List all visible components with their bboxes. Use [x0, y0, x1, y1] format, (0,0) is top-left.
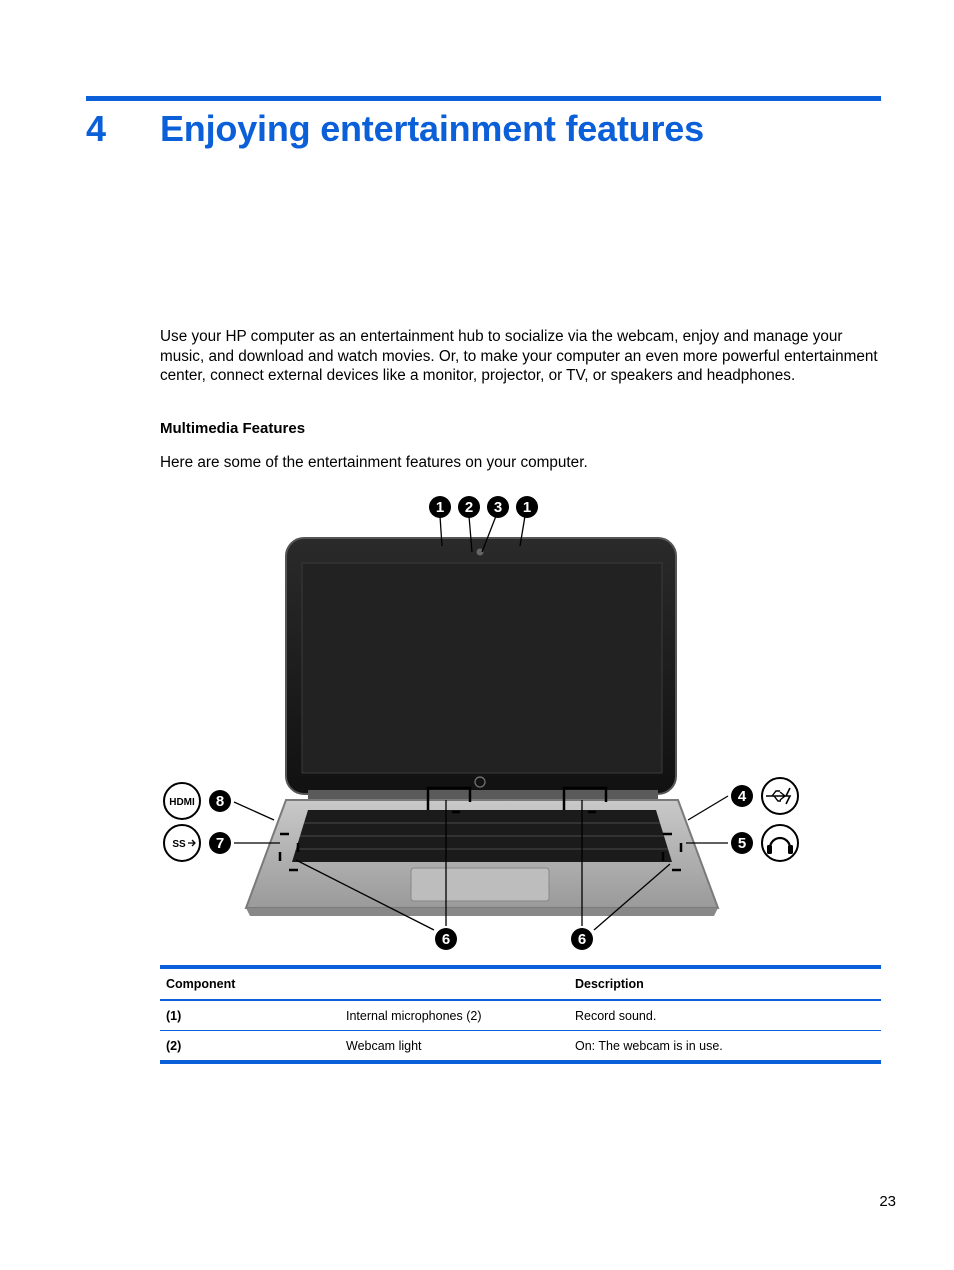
chapter-heading [86, 108, 704, 156]
svg-text:7: 7 [215, 835, 225, 852]
table-row [160, 1000, 881, 1031]
svg-text:6: 6 [441, 931, 451, 948]
laptop-base [246, 800, 718, 916]
headphone-jack-icon [762, 825, 798, 861]
chapter-top-rule [86, 96, 881, 101]
svg-text:3: 3 [493, 499, 503, 516]
svg-text:SS: SS [172, 839, 186, 850]
svg-text:5: 5 [737, 835, 747, 852]
row-description: On: The webcam is in use. [575, 1038, 723, 1053]
svg-text:6: 6 [577, 931, 587, 948]
callouts-right [731, 778, 798, 861]
svg-text:8: 8 [215, 793, 225, 810]
chapter-title: Enjoying entertainment features [160, 108, 704, 149]
row-number: (2) [166, 1038, 182, 1053]
row-description: Record sound. [575, 1008, 657, 1023]
header-description: Description [575, 977, 644, 991]
table-row [160, 1031, 881, 1063]
svg-text:1: 1 [435, 499, 445, 516]
component-table [160, 965, 881, 1064]
svg-text:2: 2 [464, 499, 474, 516]
svg-text:4: 4 [737, 788, 747, 805]
callouts-left [164, 783, 231, 861]
header-component: Component [166, 977, 236, 991]
laptop-figure [158, 490, 808, 952]
row-number: (1) [166, 1008, 182, 1023]
page-number: 23 [879, 1193, 896, 1210]
callouts-bottom [435, 928, 593, 950]
svg-text:1: 1 [522, 499, 532, 516]
row-component: Internal microphones (2) [346, 1008, 482, 1023]
lead-paragraph: Here are some of the entertainment features on your computer. [160, 454, 588, 471]
laptop-illustration [158, 490, 808, 952]
laptop-lid [286, 538, 676, 794]
svg-text:HDMI: HDMI [169, 797, 195, 808]
row-component: Webcam light [346, 1038, 422, 1053]
section-subheading: Multimedia Features [160, 420, 306, 437]
table-header-row [160, 967, 881, 1000]
chapter-number: 4 [86, 108, 106, 149]
intro-paragraph: Use your HP computer as an entertainment hub to socialize via the webcam, enjoy and manage your music, and download and watch movies. Or, to make your computer an even more powerful entertainment center, connect external devices like a monitor, projector, or TV, or speakers and headphones. [160, 328, 878, 384]
callouts-top [429, 496, 538, 518]
